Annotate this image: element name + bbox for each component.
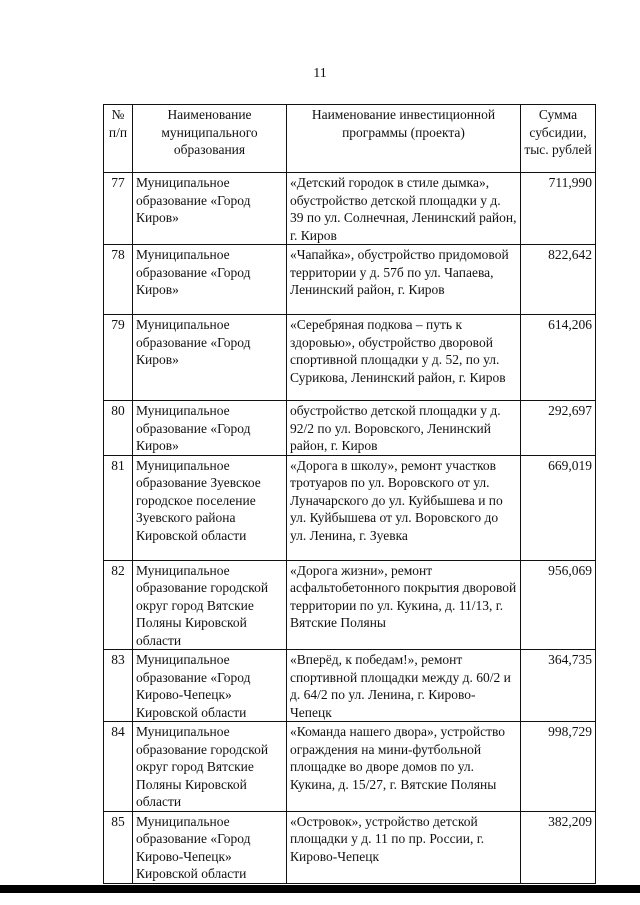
table-header-row (104, 105, 596, 173)
page-number: 11 (313, 66, 327, 81)
row-sum: 998,729 (521, 722, 596, 812)
row-municipality: Муниципальное образование «Город Киров» (133, 315, 287, 401)
row-municipality: Муниципальное образование городской округ город Вятские Поляны Кировской области (133, 722, 287, 812)
row-sum: 711,990 (521, 173, 596, 245)
row-sum: 669,019 (521, 455, 596, 560)
row-sum: 292,697 (521, 401, 596, 456)
row-program: «Дорога жизни», ремонт асфальтобетонного покрытия дворовой территории по ул. Кукина, д. 11/13, г. Вятские Поляны (287, 560, 521, 650)
row-municipality: Муниципальное образование «Город Киров» (133, 245, 287, 315)
row-program: «Островок», устройство детской площадки у д. 11 по пр. России, г. Кирово-Чепецк (287, 811, 521, 883)
header-sum: Сумма субсидии, тыс. рублей (521, 105, 596, 173)
row-municipality: Муниципальное образование городской округ город Вятские Поляны Кировской области (133, 560, 287, 650)
table-row (104, 455, 596, 560)
row-number: 81 (104, 455, 133, 560)
table-row (104, 811, 596, 883)
row-municipality: Муниципальное образование «Город Киров» (133, 173, 287, 245)
table-row (104, 650, 596, 722)
row-number: 77 (104, 173, 133, 245)
row-number: 85 (104, 811, 133, 883)
row-number: 82 (104, 560, 133, 650)
row-sum: 382,209 (521, 811, 596, 883)
row-program: «Вперёд, к победам!», ремонт спортивной площадки между д. 60/2 и д. 64/2 по ул. Ленина, г. Кирово-Чепецк (287, 650, 521, 722)
row-program: «Чапайка», обустройство придомовой территории у д. 57б по ул. Чапаева, Ленинский район, г. Киров (287, 245, 521, 315)
table-row (104, 315, 596, 401)
row-municipality: Муниципальное образование «Город Киров» (133, 401, 287, 456)
row-number: 79 (104, 315, 133, 401)
row-number: 84 (104, 722, 133, 812)
row-program: «Детский городок в стиле дымка», обустройство детской площадки у д. 39 по ул. Солнечная, Ленинский район, г. Киров (287, 173, 521, 245)
row-program: обустройство детской площадки у д. 92/2 по ул. Воровского, Ленинский район, г. Киров (287, 401, 521, 456)
row-sum: 822,642 (521, 245, 596, 315)
header-program: Наименование инвестиционной программы (проекта) (287, 105, 521, 173)
table-row (104, 401, 596, 456)
row-municipality: Муниципальное образование Зуевское городское поселение Зуевского района Кировской области (133, 455, 287, 560)
header-num: № п/п (104, 105, 133, 173)
row-municipality: Муниципальное образование «Город Кирово-Чепецк» Кировской области (133, 650, 287, 722)
row-sum: 364,735 (521, 650, 596, 722)
row-number: 83 (104, 650, 133, 722)
table-row (104, 173, 596, 245)
row-sum: 956,069 (521, 560, 596, 650)
row-municipality: Муниципальное образование «Город Кирово-Чепецк» Кировской области (133, 811, 287, 883)
table-row (104, 560, 596, 650)
row-program: «Серебряная подкова – путь к здоровью», обустройство дворовой спортивной площадки у д. 52, по ул. Сурикова, Ленинский район, г. Киров (287, 315, 521, 401)
row-number: 80 (104, 401, 133, 456)
row-program: «Дорога в школу», ремонт участков тротуаров по ул. Воровского от ул. Луначарского до ул. Куйбышева и по ул. Куйбышева от ул. Воровского до ул. Ленина, г. Зуевка (287, 455, 521, 560)
table-row (104, 722, 596, 812)
table-row (104, 245, 596, 315)
row-number: 78 (104, 245, 133, 315)
scan-edge-bar (0, 885, 640, 893)
subsidy-table (103, 104, 596, 884)
header-municipality: Наименование муниципального образования (133, 105, 287, 173)
row-sum: 614,206 (521, 315, 596, 401)
row-program: «Команда нашего двора», устройство ограждения на мини-футбольной площадке во дворе домов по ул. Кукина, д. 15/27, г. Вятские Поляны (287, 722, 521, 812)
